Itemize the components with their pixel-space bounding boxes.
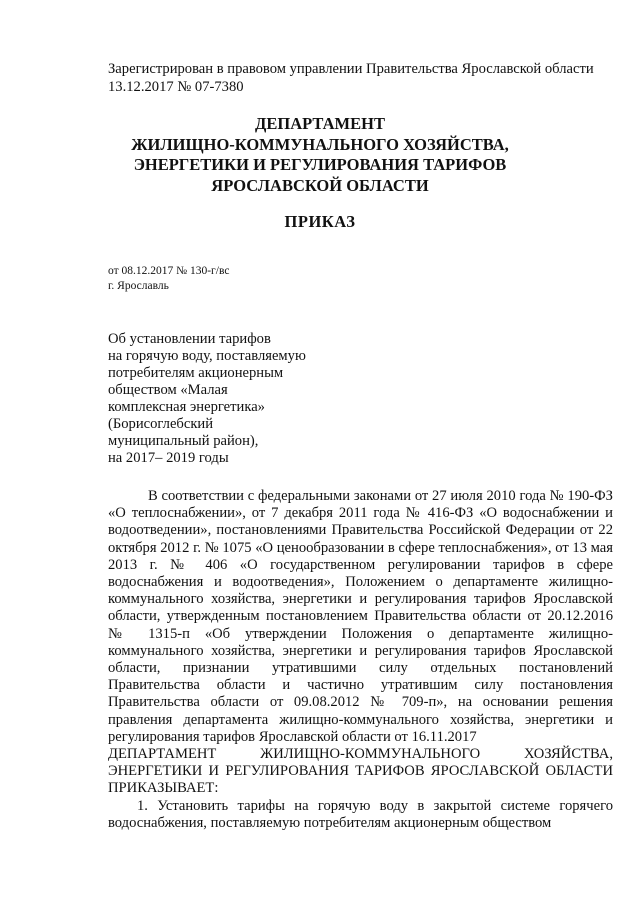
- registration-note: [108, 60, 613, 96]
- order-meta: [108, 264, 229, 294]
- subject-line: потребителям акционерным: [108, 365, 284, 381]
- order-city: г. Ярославль: [108, 280, 169, 292]
- department-line: ЯРОСЛАВСКОЙ ОБЛАСТИ: [211, 175, 429, 195]
- document-title: ПРИКАЗ: [284, 212, 356, 231]
- registration-number: 13.12.2017 № 07-7380: [108, 79, 244, 95]
- department-line: ЭНЕРГЕТИКИ И РЕГУЛИРОВАНИЯ ТАРИФОВ: [133, 155, 507, 174]
- subject-line: на 2017– 2019 годы: [108, 450, 229, 466]
- order-date-number: от 08.12.2017 № 130-г/вс: [108, 265, 230, 277]
- registration-line: Зарегистрирован в правовом управлении Правительства Ярославской области: [108, 61, 594, 77]
- subject-line: комплексная энергетика»: [108, 399, 265, 415]
- order-subject: [108, 331, 338, 467]
- subject-line: обществом «Малая: [108, 382, 228, 398]
- subject-line: на горячую воду, поставляемую: [108, 348, 306, 364]
- department-heading: [100, 114, 540, 196]
- document-body: [108, 488, 613, 832]
- subject-line: муниципальный район),: [108, 433, 259, 449]
- department-line: ЖИЛИЩНО-КОММУНАЛЬНОГО ХОЗЯЙСТВА,: [131, 134, 509, 154]
- orders-paragraph: ДЕПАРТАМЕНТ ЖИЛИЩНО-КОММУНАЛЬНОГО ХОЗЯЙСТВА, ЭНЕРГЕТИКИ И РЕГУЛИРОВАНИЯ ТАРИФОВ ЯРОСЛАВСКОЙ ОБЛАСТИ ПРИКАЗЫВАЕТ:: [108, 746, 613, 797]
- subject-line: (Борисоглебский: [108, 416, 214, 432]
- item-1-paragraph: 1. Установить тарифы на горячую воду в закрытой системе горячего водоснабжения, поставляемую потребителям акционерным обществом: [108, 797, 613, 831]
- department-line: ДЕПАРТАМЕНТ: [255, 114, 385, 133]
- subject-line: Об установлении тарифов: [108, 331, 271, 347]
- preamble-paragraph: В соответствии с федеральными законами от 27 июля 2010 года № 190-ФЗ «О теплоснабжении», от 7 декабря 2011 года № 416-ФЗ «О водоснабжении и водоотведении», постановлениями Правительства Российской Федерации от 22 октября 2012 г. № 1075 «О ценообразовании в сфере теплоснабжения», от 13 мая 2013 г. № 406 «О государственном регулировании тарифов в сфере водоснабжения и водоотведения», Положением о департаменте жилищно-коммунального хозяйства, энергетики и регулирования тарифов Ярославской области, утвержденным постановлением Правительства области от 20.12.2016 № 1315-п «Об утверждении Положения о департаменте жилищно-коммунального хозяйства, энергетики и регулирования тарифов Ярославской области, признании утратившими силу отдельных постановлений Правительства области и частично утратившим силу постановления Правительства области от 09.08.2012 № 709-п», на основании решения правления департамента жилищно-коммунального хозяйства, энергетики и регулирования тарифов Ярославской области от 16.11.2017: [108, 488, 613, 745]
